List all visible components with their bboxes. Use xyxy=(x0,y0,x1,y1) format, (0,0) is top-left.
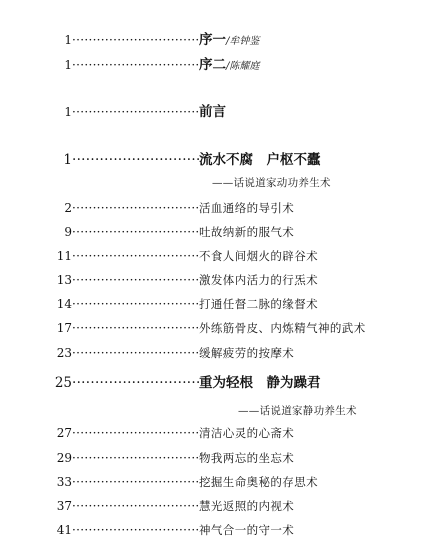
page-number: 33 xyxy=(56,475,72,489)
dot-leader xyxy=(72,425,199,441)
entry-title: 序二 xyxy=(199,57,226,73)
part-subtitle: ——话说道家静功养生术 xyxy=(238,405,357,417)
page-number: 1 xyxy=(64,58,72,72)
toc-entry[interactable] xyxy=(50,450,420,466)
dot-leader xyxy=(72,522,199,538)
toc-entry[interactable] xyxy=(50,345,420,361)
page-number: 23 xyxy=(56,346,72,360)
page-number: 11 xyxy=(56,249,72,263)
page-number: 9 xyxy=(64,225,72,239)
page-number: 27 xyxy=(56,426,72,440)
toc-entry-preface-1[interactable] xyxy=(50,32,420,50)
toc-entry[interactable] xyxy=(50,296,420,312)
page-number: 25 xyxy=(54,375,72,391)
dot-leader xyxy=(72,224,199,240)
entry-title: 缓解疲劳的按摩术 xyxy=(199,346,295,360)
dot-leader xyxy=(72,32,199,48)
page-number: 37 xyxy=(56,499,72,513)
dot-leader xyxy=(72,57,199,73)
entry-title: 外练筋骨皮、内炼精气神的武术 xyxy=(199,321,366,335)
page-number: 17 xyxy=(56,321,72,335)
toc-part-2[interactable] xyxy=(50,375,420,391)
toc-entry[interactable] xyxy=(50,498,420,514)
toc-entry[interactable] xyxy=(50,200,420,216)
entry-author: /牟钟鉴 xyxy=(226,36,260,47)
dot-leader xyxy=(72,345,199,361)
entry-title: 物我两忘的坐忘术 xyxy=(199,451,295,465)
toc-entry[interactable] xyxy=(50,224,420,240)
entry-title: 活血通络的导引术 xyxy=(199,201,295,215)
dot-leader xyxy=(72,450,199,466)
toc-entry[interactable] xyxy=(50,522,420,538)
page-number: 14 xyxy=(56,297,72,311)
entry-title: 挖掘生命奥秘的存思术 xyxy=(199,475,318,489)
entry-title: 前言 xyxy=(199,104,226,120)
page-number: 41 xyxy=(56,523,72,537)
page-number: 1 xyxy=(64,105,72,119)
page-number: 1 xyxy=(64,33,72,47)
toc-entry[interactable] xyxy=(50,425,420,441)
toc-entry[interactable] xyxy=(50,320,420,336)
dot-leader xyxy=(72,152,199,168)
entry-title: 清洁心灵的心斋术 xyxy=(199,426,295,440)
dot-leader xyxy=(72,498,199,514)
dot-leader xyxy=(72,248,199,264)
dot-leader xyxy=(72,474,199,490)
entry-title: 慧光返照的内视术 xyxy=(199,499,295,513)
page-number: 13 xyxy=(56,273,72,287)
entry-title: 吐故纳新的服气术 xyxy=(199,225,295,239)
toc-entry-preface-2[interactable] xyxy=(50,57,420,75)
toc-entry[interactable] xyxy=(50,272,420,288)
dot-leader xyxy=(72,375,199,391)
page-number: 2 xyxy=(64,201,72,215)
page-number: 1 xyxy=(63,152,72,168)
entry-author: /陈耀庭 xyxy=(226,61,260,72)
toc-part-1[interactable] xyxy=(50,152,420,168)
dot-leader xyxy=(72,272,199,288)
part-subtitle: ——话说道家动功养生术 xyxy=(212,177,331,189)
dot-leader xyxy=(72,104,199,120)
part-title: 流水不腐 户枢不蠹 xyxy=(199,152,321,168)
entry-title: 激发体内活力的行炁术 xyxy=(199,273,318,287)
entry-title: 打通任督二脉的缘督术 xyxy=(199,297,318,311)
entry-title: 神气合一的守一术 xyxy=(199,523,295,537)
entry-title: 序一 xyxy=(199,32,226,48)
dot-leader xyxy=(72,320,199,336)
entry-title: 不食人间烟火的辟谷术 xyxy=(199,249,318,263)
toc-entry[interactable] xyxy=(50,248,420,264)
dot-leader xyxy=(72,296,199,312)
page-number: 29 xyxy=(56,451,72,465)
toc-entry-foreword[interactable] xyxy=(50,104,420,120)
toc-entry[interactable] xyxy=(50,474,420,490)
part-title: 重为轻根 静为躁君 xyxy=(199,375,321,391)
dot-leader xyxy=(72,200,199,216)
